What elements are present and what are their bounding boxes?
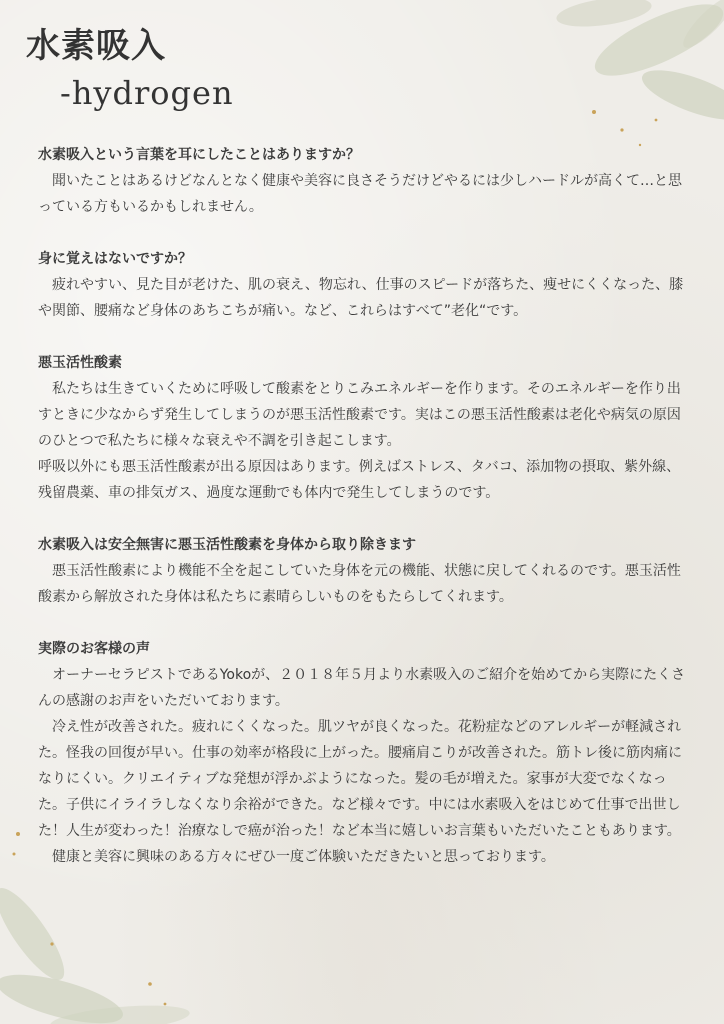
- page-subtitle: -hydrogen: [60, 74, 234, 112]
- section-paragraph: 疲れやすい、見た目が老けた、肌の衰え、物忘れ、仕事のスピードが落ちた、痩せにくくなった、膝や関節、腰痛など身体のあちこちが痛い。など、これらはすべて”老化“です。: [38, 277, 684, 319]
- section-heading: 水素吸入という言葉を耳にしたことはありますか？: [38, 147, 360, 163]
- content-body: [38, 142, 690, 870]
- section-paragraph: 呼吸以外にも悪玉活性酸素が出る原因はあります。例えばストレス、タバコ、添加物の摂取、紫外線、残留農薬、車の排気ガス、過度な運動でも体内で発生してしまうのです。: [38, 459, 681, 501]
- section-heading: 身に覚えはないですか？: [38, 251, 192, 267]
- section-intro: [38, 142, 690, 220]
- section-heading: 悪玉活性酸素: [38, 355, 122, 371]
- section-paragraph: オーナーセラピストであるYokoが、２０１８年５月より水素吸入のご紹介を始めてから実際にたくさんの感謝のお声をいただいております。: [38, 667, 686, 709]
- section-paragraph: 冷え性が改善された。疲れにくくなった。肌ツヤが良くなった。花粉症などのアレルギーが軽減された。怪我の回復が早い。仕事の効率が格段に上がった。腰痛肩こりが改善された。筋トレ後に筋肉痛になりにくい。クリエイティブな発想が浮かぶようになった。髪の毛が増えた。家事が大変でなくなった。子供にイライラしなくなり余裕ができた。など様々です。中には水素吸入をはじめて仕事で出世した！人生が変わった！治療なしで癌が治った！など本当に嬉しいお言葉もいただいたこともあります。: [38, 719, 682, 839]
- section-heading: 水素吸入は安全無害に悪玉活性酸素を身体から取り除きます: [38, 537, 416, 553]
- page-title: 水素吸入: [26, 26, 166, 66]
- section-testimonials: [38, 636, 690, 870]
- section-paragraph: 健康と美容に興味のある方々にぜひ一度ご体験いただきたいと思っております。: [38, 849, 555, 865]
- section-paragraph: 私たちは生きていくために呼吸して酸素をとりこみエネルギーを作ります。そのエネルギーを作り出すときに少なからず発生してしまうのが悪玉活性酸素です。実はこの悪玉活性酸素は老化や病気の原因のひとつで私たちに様々な衰えや不調を引き起こします。: [38, 381, 681, 449]
- section-symptoms: [38, 246, 690, 324]
- section-active-oxygen: [38, 350, 690, 506]
- section-paragraph: 聞いたことはあるけどなんとなく健康や美容に良さそうだけどやるには少しハードルが高くて…と思っている方もいるかもしれません。: [38, 173, 682, 215]
- section-heading: 実際のお客様の声: [38, 641, 150, 657]
- section-paragraph: 悪玉活性酸素により機能不全を起こしていた身体を元の機能、状態に戻してくれるのです。悪玉活性酸素から解放された身体は私たちに素晴らしいものをもたらしてくれます。: [38, 563, 681, 605]
- section-hydrogen-benefit: [38, 532, 690, 610]
